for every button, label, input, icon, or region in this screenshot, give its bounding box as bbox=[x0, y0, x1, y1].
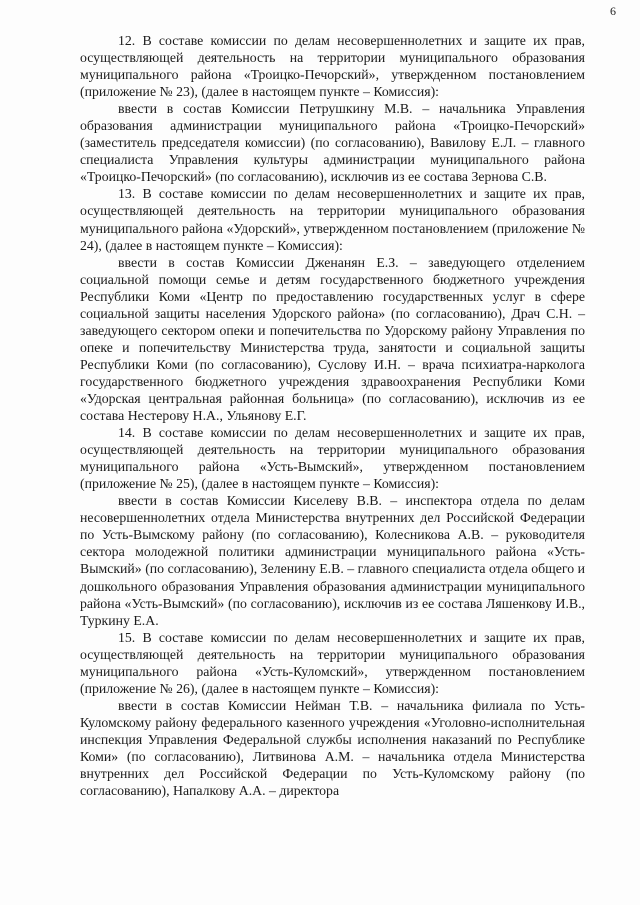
paragraph-item-14: 14. В составе комиссии по делам несовершеннолетних и защите их прав, осуществляющей деятельность на территории муниципального образования муниципального района «Усть-Вымский», утвержденном постановлением (приложение № 25), (далее в настоящем пункте – Комиссия): bbox=[80, 425, 585, 492]
paragraph-item-14-amendment: ввести в состав Комиссии Киселеву В.В. – инспектора отдела по делам несовершеннолетних отдела Министерства внутренних дел Российской Федерации по Усть-Вымскому району (по согласованию), Колесникова А.В. – руководителя сектора молодежной политики администрации муниципального района «Усть-Вымский» (по согласованию), Зеленину Е.В. – главного специалиста отдела общего и дошкольного образования Управления образования администрации муниципального района «Усть-Вымский» (по согласованию), исключив из ее состава Ляшенкову И.В., Туркину Е.А. bbox=[80, 493, 585, 628]
paragraph-item-13: 13. В составе комиссии по делам несовершеннолетних и защите их прав, осуществляющей деятельность на территории муниципального образования муниципального района «Удорский», утвержденном постановлением (приложение № 24), (далее в настоящем пункте – Комиссия): bbox=[80, 186, 585, 253]
page-number: 6 bbox=[610, 4, 616, 18]
paragraph-item-13-amendment: ввести в состав Комиссии Дженанян Е.З. – заведующего отделением социальной помощи семье и детям государственного бюджетного учреждения Республики Коми «Центр по предоставлению государственных услуг в сфере социальной защиты населения Удорского района» (по согласованию), Драч С.Н. – заведующего сектором опеки и попечительства по Удорскому району Управления по опеке и попечительству Министерства труда, занятости и социальной защиты Республики Коми (по согласованию), Суслову И.Н. – врача психиатра-нарколога государственного бюджетного учреждения здравоохранения Республики Коми «Удорская центральная районная больница» (по согласованию), исключив из ее состава Нестерову Н.А., Ульянову Е.Г. bbox=[80, 254, 585, 424]
paragraph-item-15-amendment: ввести в состав Комиссии Нейман Т.В. – начальника филиала по Усть-Куломскому району федерального казенного учреждения «Уголовно-исполнительная инспекция Управления Федеральной службы исполнения наказаний по Республике Коми» (по согласованию), Литвинова А.М. – начальника отдела Министерства внутренних дел Российской Федерации по Усть-Куломскому району (по согласованию), Напалкову А.А. – директора bbox=[80, 697, 585, 799]
paragraph-item-12: 12. В составе комиссии по делам несовершеннолетних и защите их прав, осуществляющей деятельность на территории муниципального образования муниципального района «Троицко-Печорский», утвержденном постановлением (приложение № 23), (далее в настоящем пункте – Комиссия): bbox=[80, 33, 585, 100]
paragraph-item-15: 15. В составе комиссии по делам несовершеннолетних и защите их прав, осуществляющей деятельность на территории муниципального образования муниципального района «Усть-Куломский», утвержденном постановлением (приложение № 26), (далее в настоящем пункте – Комиссия): bbox=[80, 629, 585, 696]
paragraph-item-12-amendment: ввести в состав Комиссии Петрушкину М.В. – начальника Управления образования администрации муниципального района «Троицко-Печорский» (заместитель председателя комиссии) (по согласованию), Вавилову Е.Л. – главного специалиста Управления культуры администрации муниципального района «Троицко-Печорский» (по согласованию), исключив из ее состава Зернова С.В. bbox=[80, 101, 585, 185]
document-body bbox=[80, 32, 585, 799]
